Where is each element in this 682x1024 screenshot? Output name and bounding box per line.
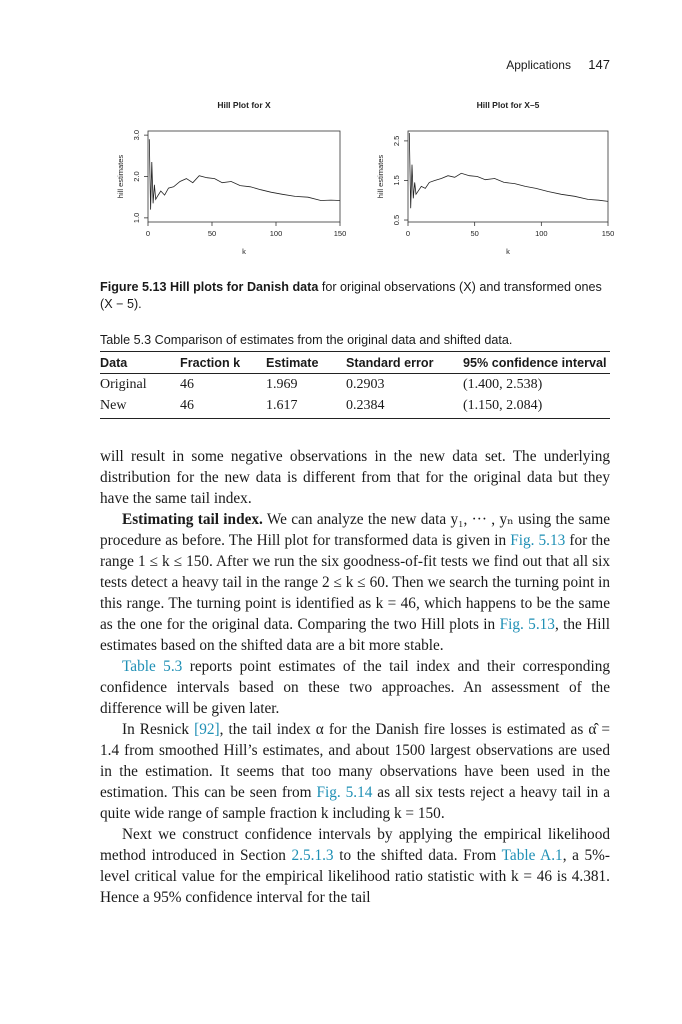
table-row [100, 374, 610, 396]
table-cell: (1.400, 2.538) [463, 377, 543, 392]
table-header-row [100, 352, 610, 374]
paragraph-text: In Resnick [122, 721, 195, 738]
paragraph [100, 719, 610, 824]
x-axis-label: k [242, 247, 246, 256]
x-tick-label: 150 [601, 229, 615, 238]
table-row [100, 395, 610, 419]
running-head [506, 57, 610, 72]
table-cell: (1.150, 2.084) [463, 395, 610, 419]
x-axis-label: k [506, 247, 510, 256]
x-tick-label: 100 [535, 229, 548, 238]
paragraph-text: We can analyze the new data y₁, ··· , yₙ using the same procedure as before. The Hill plot for transformed data is given in [100, 511, 611, 549]
figure-link[interactable]: Fig. 5.13 [499, 616, 555, 633]
paragraph-text: , the Hill estimates based on the shifted data are a bit more stable. [100, 616, 610, 654]
body-text [100, 446, 610, 908]
figure-link[interactable]: Fig. 5.13 [510, 532, 566, 549]
x-tick-label: 0 [405, 229, 411, 238]
paragraph [100, 656, 610, 719]
y-tick-label: 2.5 [392, 135, 401, 147]
table-5-3 [100, 333, 610, 419]
paragraph-text: to the shifted data. From [333, 847, 502, 864]
running-head-section: Applications [506, 58, 571, 72]
figure-caption-bold: Hill plots for Danish data [170, 280, 319, 294]
paragraph-text: reports point estimates of the tail index and their corresponding confidence intervals based on these two approaches. An assessment of the difference will be given later. [100, 658, 611, 717]
figure-label: Figure 5.13 [100, 280, 167, 294]
plot-frame [148, 131, 340, 222]
plot-title: Hill Plot for X–5 [476, 100, 540, 110]
table-header: Estimate [266, 352, 346, 374]
y-tick-label: 1.0 [132, 212, 141, 224]
paragraph-text: as all six tests reject a heavy tail in a quite wide range of sample fraction k including k = 150. [100, 784, 611, 822]
figure-caption [100, 279, 610, 313]
table-cell: 0.2903 [346, 377, 385, 392]
plot-frame [408, 131, 608, 222]
x-tick-label: 50 [470, 229, 479, 238]
paragraph-heading: Estimating tail index. [122, 511, 263, 528]
table-header: Standard error [346, 352, 463, 374]
comparison-table [100, 351, 610, 419]
y-tick-label: 3.0 [132, 129, 141, 141]
table-header: 95% confidence interval [463, 352, 610, 374]
table-title: Table 5.3 Comparison of estimates from the original data and shifted data. [100, 333, 513, 347]
figure-caption-text: for original observations (X) and transformed ones (X − 5). [100, 280, 602, 311]
x-tick-label: 150 [333, 229, 347, 238]
y-axis-label: hill estimates [376, 154, 385, 199]
y-axis-label: hill estimates [116, 154, 125, 199]
hill-plot-x [100, 96, 345, 276]
paragraph-text: , the tail index α for the Danish fire losses is estimated as α̂ = 1.4 from smoothed Hill’s estimates, and about 1500 largest observations are used in the estimation. It seems that too many observations have been used in the estimation. This can be seen from [100, 721, 610, 801]
section-link[interactable]: 2.5.1.3 [291, 847, 334, 864]
table-cell: New [100, 395, 180, 419]
table-cell: Original [100, 377, 147, 392]
paragraph-text: for the range 1 ≤ k ≤ 150. After we run the six goodness-of-fit tests we find out that all six tests detect a heavy tail in the range 2 ≤ k ≤ 60. Then we search the turning point in this range. The turning point is identified as k = 46, which happens to be the same as the one for the original data. Comparing the two Hill plots in [100, 532, 610, 633]
x-tick-label: 100 [269, 229, 283, 238]
table-header: Fraction k [180, 352, 266, 374]
figure-link[interactable]: Fig. 5.14 [316, 784, 373, 801]
hill-estimate-line [149, 139, 340, 209]
page-number: 147 [588, 57, 610, 72]
table-link[interactable]: Table 5.3 [122, 658, 183, 675]
table-header: Data [100, 352, 180, 374]
table-cell: 46 [180, 395, 266, 419]
table-cell: 1.969 [266, 377, 298, 392]
table-cell: 0.2384 [346, 395, 463, 419]
paragraph [100, 446, 610, 509]
paragraph [100, 824, 610, 908]
y-tick-label: 2.0 [132, 171, 141, 182]
paragraph-text: , a 5%-level critical value for the empirical likelihood ratio statistic with k = 46 is 4.381. Hence a 95% confidence interval for the tail [100, 847, 610, 906]
y-tick-label: 0.5 [392, 214, 401, 226]
y-tick-label: 1.5 [392, 175, 401, 186]
x-tick-label: 50 [207, 229, 217, 238]
citation-link[interactable]: [92] [194, 721, 220, 738]
paragraph [100, 509, 610, 656]
hill-estimate-line [409, 133, 608, 208]
paragraph-text: Next we construct confidence intervals by applying the empirical likelihood method introduced in Section [100, 826, 610, 864]
table-link[interactable]: Table A.1 [501, 847, 563, 864]
table-cell: 1.617 [266, 395, 346, 419]
paragraph-text: will result in some negative observations in the new data set. The underlying distribution for the new data is different from that for the original data but they have the same tail index. [100, 448, 610, 507]
plot-title: Hill Plot for X [217, 100, 271, 110]
table-cell: 46 [180, 377, 194, 392]
x-tick-label: 0 [145, 229, 151, 238]
hill-plot-x-minus-5 [360, 96, 620, 276]
